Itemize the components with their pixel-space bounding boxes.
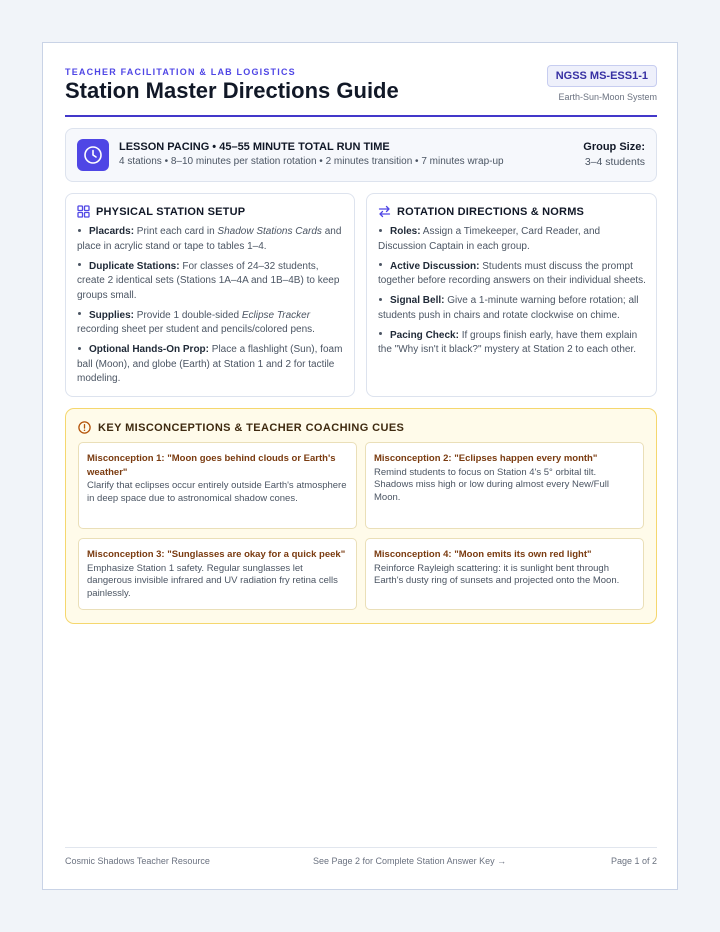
list-item: Optional Hands-On Prop: Place a flashlight (Sun), foam ball (Moon), and globe (Earth) at Station 1 and 2 for tactile modeling. (77, 344, 343, 384)
footer-resource-name: Cosmic Shadows Teacher Resource (65, 856, 210, 866)
misconception-title: Misconception 4: "Moon emits its own red light" (374, 549, 592, 560)
setup-heading-text: PHYSICAL STATION SETUP (96, 205, 246, 218)
physical-setup-card (65, 193, 355, 397)
misconceptions-panel (65, 408, 657, 624)
list-item: Active Discussion: Students must discuss the prompt together before recording answers on their individual sheets. (378, 260, 646, 286)
page-footer (65, 847, 657, 875)
misconception-card (78, 442, 357, 529)
page-header (65, 65, 657, 117)
pacing-title: LESSON PACING • 45–55 MINUTE TOTAL RUN TIME (119, 141, 390, 153)
misconception-title: Misconception 3: "Sunglasses are okay for a quick peek" (87, 549, 346, 560)
group-size-label: Group Size: (583, 141, 645, 153)
setup-list (77, 225, 347, 392)
list-item: Pacing Check: If groups finish early, have them explain the "Why isn't it black?" mystery at Station 2 to each other. (378, 329, 638, 355)
misconception-body: Clarify that eclipses occur entirely outside Earth's atmosphere in deep space due to astronomical shadow cones. (87, 480, 347, 504)
eyebrow-label: TEACHER FACILITATION & LAB LOGISTICS (65, 67, 296, 77)
misconception-title: Misconception 1: "Moon goes behind clouds or Earth's weather" (87, 453, 336, 478)
misconceptions-heading (78, 421, 404, 434)
setup-heading (77, 205, 245, 218)
list-item: Roles: Assign a Timekeeper, Card Reader, and Discussion Captain in each group. (378, 226, 601, 252)
misconception-card (365, 538, 644, 610)
list-item: Supplies: Provide 1 double-sided Eclipse Tracker recording sheet per student and pencils/colored pens. (77, 309, 315, 335)
list-item: Duplicate Stations: For classes of 24–32 students, create 2 identical sets (Stations 1A–4A and 1B–4B) to keep groups small. (77, 260, 340, 301)
rotation-list (378, 225, 648, 363)
list-item: Placards: Print each card in Shadow Stations Cards and place in acrylic stand or tape to tables 1–4. (77, 226, 342, 252)
standard-badge: NGSS MS-ESS1-1 (547, 65, 657, 87)
rotation-heading-text: ROTATION DIRECTIONS & NORMS (397, 205, 585, 218)
worksheet-page (42, 42, 678, 890)
grid-icon (77, 205, 90, 218)
group-size-value: 3–4 students (584, 156, 645, 168)
misconception-body: Reinforce Rayleigh scattering: it is sunlight bent through Earth's dusty ring of sunsets and projected onto the Moon. (374, 562, 620, 586)
misconceptions-heading-text: KEY MISCONCEPTIONS & TEACHER COACHING CUES (98, 421, 405, 434)
rotation-directions-card (366, 193, 657, 397)
standard-badge-subtitle: Earth-Sun-Moon System (558, 92, 657, 102)
misconception-body: Remind students to focus on Station 4's 5° orbital tilt. Shadows miss high or low during almost every New/Full Moon. (374, 466, 609, 503)
page-title: Station Master Directions Guide (65, 78, 399, 103)
list-item: Signal Bell: Give a 1-minute warning before rotation; all students push in chairs and rotate clockwise on chime. (378, 295, 639, 321)
rotation-heading (378, 205, 584, 218)
swap-arrows-icon (378, 205, 391, 218)
lesson-pacing-banner (65, 128, 657, 182)
clock-icon (77, 139, 109, 171)
footer-answer-key-note: See Page 2 for Complete Station Answer Key → (313, 856, 507, 866)
misconception-body: Emphasize Station 1 safety. Regular sunglasses let dangerous invisible infrared and UV radiation fry retina cells painlessly. (87, 562, 338, 599)
pacing-subtitle: 4 stations • 8–10 minutes per station rotation • 2 minutes transition • 7 minutes wrap-up (119, 156, 504, 167)
footer-page-number: Page 1 of 2 (610, 856, 657, 866)
misconception-title: Misconception 2: "Eclipses happen every month" (374, 453, 598, 464)
misconception-card (365, 442, 644, 529)
misconception-card (78, 538, 357, 610)
alert-circle-icon (78, 421, 91, 434)
